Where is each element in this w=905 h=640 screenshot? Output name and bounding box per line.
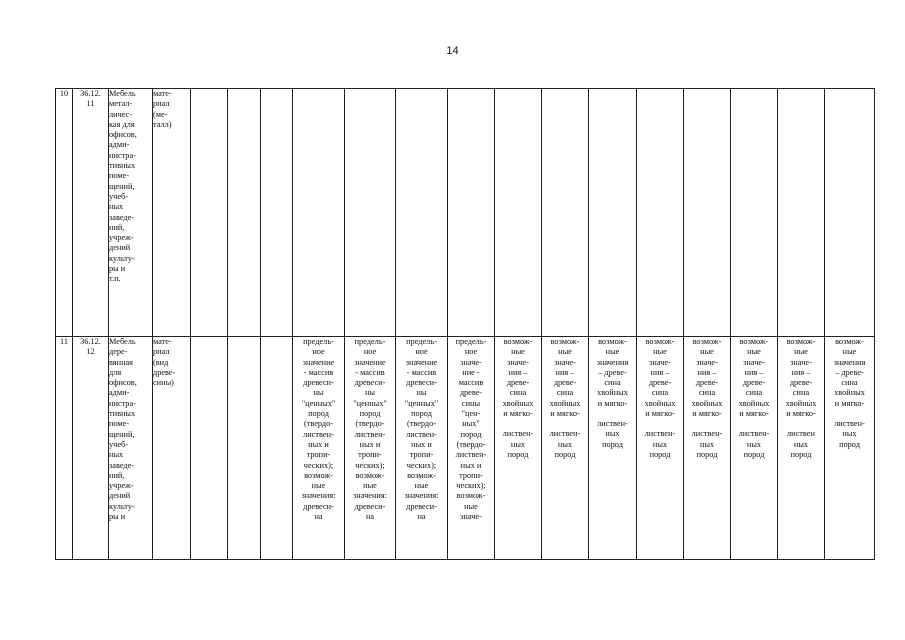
- cell-text-line: [778, 419, 824, 429]
- cell-text-line: риал: [153, 99, 170, 109]
- cell-text-line: кая для: [109, 119, 135, 129]
- row-number-cell: 10: [56, 89, 73, 337]
- cell-text-line: древе-: [459, 388, 483, 398]
- cell-text-line: ческих);: [456, 481, 486, 491]
- cell-text-line: ных": [462, 419, 480, 429]
- cell-text-line: ческих);: [406, 460, 437, 470]
- cell-text-line: [637, 419, 683, 429]
- page-number: 14: [446, 45, 459, 57]
- cell-text-line: листвен-: [738, 429, 770, 439]
- cell-text-line: сины: [461, 398, 481, 408]
- cell-text-line: ных: [793, 439, 809, 449]
- cell-text-line: древе-: [742, 378, 766, 388]
- cell-text-line: пород: [460, 429, 482, 439]
- cell-text-line: (ме-: [153, 109, 168, 119]
- cell-text-line: адми-: [109, 388, 130, 398]
- cell-text-line: пород: [743, 449, 765, 459]
- cell-text-line: листвен-: [834, 419, 865, 429]
- cell-text-line: тивных: [109, 161, 136, 171]
- cell-text-line: - массив: [303, 367, 334, 377]
- cell-text-line: и мягко-: [597, 398, 628, 408]
- value-cell: [495, 337, 542, 560]
- cell-text-line: сина: [792, 388, 810, 398]
- cell-text-line: нистра-: [109, 398, 136, 408]
- cell-text-line: (твердо-: [406, 419, 437, 429]
- cell-text-line: ные: [311, 481, 326, 491]
- cell-text-line: ных: [652, 439, 668, 449]
- cell-text-line: офисов,: [109, 130, 137, 140]
- cell-text-line: листвен-: [644, 429, 676, 439]
- cell-text-line: возмож-: [645, 337, 675, 346]
- row-number-cell: 11: [56, 337, 73, 560]
- cell-text-line: предель-: [303, 337, 334, 346]
- cell-text-line: (вид: [153, 357, 169, 367]
- cell-text-line: листвен-: [691, 429, 723, 439]
- cell-text-line: хвойных: [502, 398, 534, 408]
- cell-text-line: культу-: [109, 501, 135, 511]
- cell-text-line: адми-: [109, 140, 130, 150]
- cell-text-line: возмож-: [355, 470, 385, 480]
- cell-text-line: и мягко-: [550, 409, 580, 419]
- empty-cell: [191, 89, 228, 337]
- cell-text-line: [542, 419, 588, 429]
- cell-text-line: ческих);: [303, 460, 334, 470]
- empty-cell: [293, 89, 345, 337]
- cell-text-line: ные: [794, 347, 808, 357]
- cell-text-line: (твердо-: [355, 419, 385, 429]
- table-row: [56, 89, 875, 337]
- cell-text-line: заведе-: [109, 212, 135, 222]
- cell-text-line: ных и: [308, 439, 329, 449]
- cell-text-line: ные: [558, 347, 572, 357]
- code-cell: [73, 337, 109, 560]
- cell-text-line: ных: [699, 439, 715, 449]
- cell-text-line: ных и: [460, 460, 482, 470]
- cell-text-line: возмож-: [304, 470, 333, 480]
- cell-text-line: учеб-: [109, 439, 128, 449]
- cell-text-line: на: [314, 512, 323, 522]
- cell-text-line: – древе-: [835, 367, 864, 377]
- empty-cell: [345, 89, 396, 337]
- cell-text-line: пород: [554, 449, 576, 459]
- cell-text-line: листвен-: [502, 429, 534, 439]
- material-cell: [153, 337, 191, 560]
- cell-text-line: на: [365, 512, 375, 522]
- cell-text-line: значе-: [696, 357, 718, 367]
- cell-text-line: ний,: [109, 222, 125, 232]
- cell-text-line: листвен-: [549, 429, 581, 439]
- cell-text-line: – древе-: [598, 367, 627, 377]
- cell-text-line: ные: [363, 481, 377, 491]
- cell-text-line: и мягко-: [786, 409, 816, 419]
- cell-text-line: древе-: [695, 378, 719, 388]
- value-cell: [345, 337, 396, 560]
- value-cell: [542, 337, 589, 560]
- cell-text-line: поме-: [109, 171, 130, 181]
- cell-text-line: ны: [416, 388, 427, 398]
- empty-cell: [228, 89, 261, 337]
- cell-text-line: хвойных: [597, 388, 628, 398]
- value-cell: [778, 337, 825, 560]
- cell-text-line: пород: [411, 409, 432, 419]
- cell-text-line: ния –: [555, 367, 575, 377]
- cell-text-line: значе-: [649, 357, 671, 367]
- empty-cell: [637, 89, 684, 337]
- empty-cell: [261, 89, 293, 337]
- cell-text-line: (твердо-: [303, 419, 334, 429]
- cell-text-line: древе-: [648, 378, 672, 388]
- material-cell: [153, 89, 191, 337]
- cell-text-line: [589, 409, 636, 419]
- cell-text-line: ные: [842, 347, 857, 357]
- cell-text-line: ры и: [109, 264, 126, 274]
- cell-text-line: древе-: [789, 378, 813, 388]
- cell-text-line: тропи-: [459, 470, 483, 480]
- cell-text-line: Мебель: [109, 89, 136, 98]
- cell-text-line: ные: [511, 347, 525, 357]
- cell-text-line: ния –: [650, 367, 670, 377]
- cell-text-line: хвойных: [691, 398, 723, 408]
- cell-text-line: сины): [153, 378, 174, 388]
- cell-text-line: ных: [746, 439, 762, 449]
- cell-text-line: 36.12.: [80, 337, 101, 346]
- empty-cell: [191, 337, 228, 560]
- value-cell: [684, 337, 731, 560]
- cell-text-line: "ценных": [301, 398, 336, 408]
- empty-cell: [731, 89, 778, 337]
- cell-text-line: возмож-: [835, 337, 864, 346]
- empty-cell: [495, 89, 542, 337]
- cell-text-line: личес-: [109, 109, 133, 119]
- cell-text-line: дере-: [109, 347, 128, 357]
- cell-text-line: ных: [109, 450, 124, 460]
- cell-text-line: "цен-: [461, 409, 481, 419]
- cell-text-line: значения:: [404, 491, 439, 501]
- cell-text-line: и мягко-: [692, 409, 722, 419]
- cell-text-line: ные: [414, 481, 429, 491]
- cell-text-line: значе-: [790, 357, 812, 367]
- cell-text-line: листвен-: [597, 419, 628, 429]
- value-cell: [448, 337, 495, 560]
- cell-text-line: 11: [86, 99, 95, 109]
- cell-text-line: - массив: [406, 367, 437, 377]
- cell-text-line: пород: [696, 449, 718, 459]
- cell-text-line: хвойных: [644, 398, 676, 408]
- code-cell: [73, 89, 109, 337]
- cell-text-line: ны: [313, 388, 324, 398]
- empty-cell: [589, 89, 637, 337]
- cell-text-line: учреж-: [109, 481, 134, 491]
- empty-cell: [396, 89, 448, 337]
- cell-text-line: тропи-: [358, 450, 382, 460]
- value-cell: [293, 337, 345, 560]
- cell-text-line: предель-: [455, 337, 487, 346]
- cell-text-line: значение: [302, 357, 335, 367]
- cell-text-line: талл): [153, 119, 172, 129]
- cell-text-line: ния –: [508, 367, 528, 377]
- empty-cell: [448, 89, 495, 337]
- cell-text-line: значения: [833, 357, 866, 367]
- cell-text-line: хвойных: [785, 398, 817, 408]
- value-cell: [731, 337, 778, 560]
- cell-text-line: предель-: [406, 337, 437, 346]
- cell-text-line: сина: [509, 388, 527, 398]
- cell-text-line: древе-: [506, 378, 530, 388]
- cell-text-line: "ценных": [404, 398, 439, 408]
- cell-text-line: древеси-: [354, 378, 386, 388]
- cell-text-line: пород: [308, 409, 329, 419]
- cell-text-line: для: [109, 367, 122, 377]
- cell-text-line: возмож-: [550, 337, 580, 346]
- empty-cell: [542, 89, 589, 337]
- cell-text-line: и мягко-: [739, 409, 769, 419]
- cell-text-line: (твердо-: [456, 439, 486, 449]
- cell-text-line: листвен-: [303, 429, 334, 439]
- cell-text-line: ные: [653, 347, 667, 357]
- cell-text-line: пород: [790, 449, 812, 459]
- cell-text-line: риал: [153, 347, 170, 357]
- cell-text-line: ний,: [109, 470, 125, 480]
- cell-text-line: [825, 409, 874, 419]
- cell-text-line: - массив: [355, 367, 385, 377]
- cell-text-line: древеси-: [303, 501, 334, 511]
- value-cell: [825, 337, 875, 560]
- product-name-cell: [109, 89, 153, 337]
- value-cell: [396, 337, 448, 560]
- cell-text-line: дений: [109, 491, 131, 501]
- specification-table: [55, 88, 875, 560]
- cell-text-line: значе-: [554, 357, 576, 367]
- cell-text-line: ных: [557, 439, 573, 449]
- cell-text-line: возмож-: [598, 337, 627, 346]
- cell-text-line: листвен-: [455, 450, 487, 460]
- cell-text-line: тивных: [109, 409, 136, 419]
- cell-text-line: культу-: [109, 253, 135, 263]
- empty-cell: [228, 337, 261, 560]
- empty-cell: [261, 337, 293, 560]
- cell-text-line: и мягко-: [645, 409, 675, 419]
- cell-text-line: тропи-: [306, 450, 331, 460]
- cell-text-line: ных и: [411, 439, 432, 449]
- cell-text-line: сина: [745, 388, 763, 398]
- cell-text-line: пород: [649, 449, 671, 459]
- cell-text-line: значение: [405, 357, 438, 367]
- cell-text-line: массив: [458, 378, 484, 388]
- cell-text-line: ных и: [359, 439, 381, 449]
- cell-text-line: ное: [464, 347, 478, 357]
- cell-text-line: ное: [415, 347, 428, 357]
- cell-text-line: метал-: [109, 99, 133, 109]
- cell-text-line: мате-: [153, 89, 172, 98]
- cell-text-line: 12: [86, 347, 95, 357]
- cell-text-line: значения: [596, 357, 629, 367]
- cell-text-line: ных: [605, 429, 620, 439]
- cell-text-line: учреж-: [109, 233, 134, 243]
- cell-text-line: ное: [363, 347, 377, 357]
- cell-text-line: нистра-: [109, 150, 136, 160]
- cell-text-line: возмож-: [786, 337, 816, 346]
- cell-text-line: значе-: [460, 512, 482, 522]
- cell-text-line: т.п.: [109, 274, 121, 284]
- cell-text-line: заведе-: [109, 460, 135, 470]
- cell-text-line: сина: [651, 388, 669, 398]
- cell-text-line: ные: [747, 347, 761, 357]
- cell-text-line: ные: [464, 501, 478, 511]
- cell-text-line: Мебель: [109, 337, 136, 346]
- cell-text-line: значение: [354, 357, 386, 367]
- cell-text-line: древеси-: [406, 378, 437, 388]
- cell-text-line: пород: [359, 409, 381, 419]
- cell-text-line: тропи-: [409, 450, 434, 460]
- cell-text-line: хвойных: [834, 388, 865, 398]
- cell-text-line: ние -: [462, 367, 480, 377]
- cell-text-line: сина: [556, 388, 574, 398]
- cell-text-line: древеси-: [354, 501, 386, 511]
- empty-cell: [825, 89, 875, 337]
- cell-text-line: пород: [507, 449, 529, 459]
- cell-text-line: ное: [312, 347, 325, 357]
- cell-text-line: пород: [602, 439, 623, 449]
- cell-text-line: листвен-: [406, 429, 437, 439]
- cell-text-line: значе-: [743, 357, 765, 367]
- cell-text-line: поме-: [109, 419, 130, 429]
- table-row: [56, 337, 875, 560]
- cell-text-line: листвен-: [354, 429, 386, 439]
- cell-text-line: щений,: [109, 181, 135, 191]
- cell-text-line: [495, 419, 541, 429]
- cell-text-line: возмож-: [739, 337, 769, 346]
- value-cell: [637, 337, 684, 560]
- cell-text-line: щений,: [109, 429, 135, 439]
- cell-text-line: хвойных: [738, 398, 770, 408]
- cell-text-line: листвен: [787, 429, 815, 439]
- cell-text-line: возмож-: [456, 491, 486, 501]
- cell-text-line: древеси-: [406, 501, 437, 511]
- empty-cell: [778, 89, 825, 337]
- cell-text-line: [731, 419, 777, 429]
- cell-text-line: возмож-: [503, 337, 533, 346]
- cell-text-line: хвойных: [549, 398, 581, 408]
- cell-text-line: "ценных": [353, 398, 387, 408]
- cell-text-line: ческих);: [355, 460, 385, 470]
- cell-text-line: значения:: [353, 491, 387, 501]
- cell-text-line: офисов,: [109, 378, 137, 388]
- cell-text-line: ные: [700, 347, 714, 357]
- cell-text-line: значе-: [460, 357, 482, 367]
- cell-text-line: учеб-: [109, 191, 128, 201]
- cell-text-line: ны: [364, 388, 375, 398]
- cell-text-line: ния –: [791, 367, 811, 377]
- cell-text-line: ных: [109, 202, 124, 212]
- cell-text-line: сина: [604, 378, 621, 388]
- cell-text-line: и мягко-: [503, 409, 533, 419]
- cell-text-line: ры и: [109, 512, 126, 522]
- cell-text-line: предель-: [354, 337, 386, 346]
- cell-text-line: вянная: [109, 357, 134, 367]
- cell-text-line: пород: [839, 439, 860, 449]
- cell-text-line: значе-: [507, 357, 529, 367]
- cell-text-line: древеси-: [303, 378, 334, 388]
- cell-text-line: сина: [698, 388, 716, 398]
- cell-text-line: [684, 419, 730, 429]
- cell-text-line: ния –: [697, 367, 717, 377]
- cell-text-line: дений: [109, 243, 131, 253]
- empty-cell: [684, 89, 731, 337]
- cell-text-line: на: [417, 512, 426, 522]
- cell-text-line: древе-: [553, 378, 577, 388]
- cell-text-line: ния –: [744, 367, 764, 377]
- cell-text-line: возмож-: [407, 470, 436, 480]
- cell-text-line: значения:: [301, 491, 336, 501]
- cell-text-line: ные: [605, 347, 620, 357]
- cell-text-line: ных: [842, 429, 857, 439]
- cell-text-line: возмож-: [692, 337, 722, 346]
- cell-text-line: 36.12.: [80, 89, 101, 98]
- cell-text-line: древе-: [153, 367, 176, 377]
- value-cell: [589, 337, 637, 560]
- cell-text-line: сина: [841, 378, 858, 388]
- cell-text-line: ных: [510, 439, 526, 449]
- product-name-cell: [109, 337, 153, 560]
- cell-text-line: и мягко-: [834, 398, 865, 408]
- cell-text-line: мате-: [153, 337, 172, 346]
